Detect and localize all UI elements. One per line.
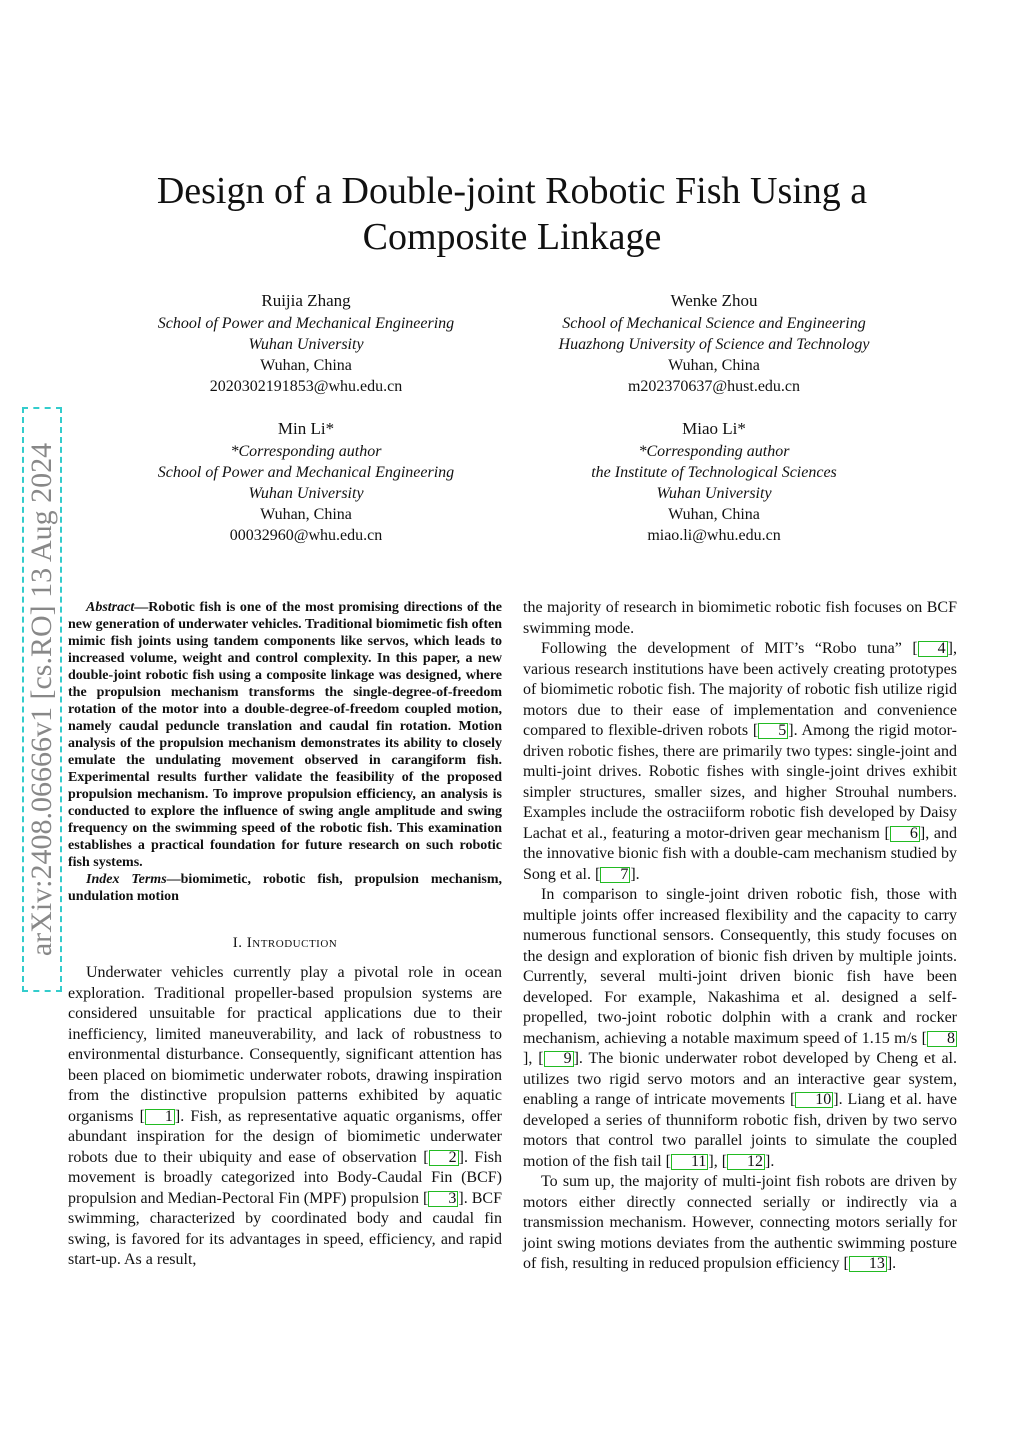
author-affiliation: Wuhan University <box>248 485 364 502</box>
author-name: Ruijia Zhang <box>261 291 351 310</box>
paper-title: Design of a Double-joint Robotic Fish Using a Composite Linkage <box>156 170 868 258</box>
section-heading: I. Introduction <box>232 935 338 951</box>
author-block-1 <box>86 289 526 397</box>
body-paragraph: Following the development of MIT’s “Robo tuna” [ 4 ], various research institutions have been actively creating prototypes of biomimetic robotic fish. The majority of robotic fish utilize rigid motors due to their ease of implementation and convenience compared to flexible-driven robots [ 5 ]. Among the rigid motor-driven robotic fishes, there are primarily two types: single-joint and multi-joint drives. Robotic fishes with single-joint drives exhibit simpler structures, smaller sizes, and higher Strouhal numbers. Examples include the ostraciiform robotic fish developed by Daisy Lachat et al., featuring a motor-driven gear mechanism [ 6 ], and the innovative bionic fish with a double-cam mechanism studied by Song et al. [ 7 ]. <box>523 640 958 883</box>
body-paragraph: In comparison to single-joint driven robotic fish, those with multiple joints offer increased flexibility and the capacity to carry numerous functional sensors. Consequently, this study focuses on the design and exploration of bionic fish driven by multiple joints. Currently, several multi-joint driven bionic fish have been developed. For example, Nakashima et al. designed a self-propelled, two-joint robotic dolphin with a crank and rocker mechanism, achieving a notable maximum speed of 1.15 m/s [ 8], [ 9 ]. The bionic underwater robot developed by Cheng et al. utilizes two rigid servo motors and an interactive gear system, enabling a range of intricate movements [ 10 ]. Liang et al. have developed a series of thunniform robotic fish, driven by two servo motors that control two parallel joints to simulate the coupled motion of the fish tail [ 11 ], [ 12 ]. <box>523 886 958 1170</box>
citation-link[interactable]: 2 <box>429 1150 459 1166</box>
author-city: Wuhan, China <box>260 506 352 523</box>
body-paragraph: the majority of research in biomimetic robotic fish focuses on BCF swimming mode. <box>523 599 957 637</box>
citation-link[interactable]: 3 <box>428 1191 458 1207</box>
author-name: Min Li* <box>277 419 335 438</box>
author-city: Wuhan, China <box>668 357 760 374</box>
author-city: Wuhan, China <box>260 357 352 374</box>
author-affiliation: School of Mechanical Science and Engineering <box>562 315 866 332</box>
author-email[interactable]: 00032960@whu.edu.cn <box>229 527 383 544</box>
index-terms-label: Index Terms <box>86 872 167 887</box>
author-affiliation: Wuhan University <box>248 336 364 353</box>
author-email[interactable]: 2020302191853@whu.edu.cn <box>209 378 403 395</box>
arxiv-identifier[interactable]: arXiv:2408.06666v1 [cs.RO] 13 Aug 2024 <box>22 407 62 992</box>
corresponding-note: *Corresponding author <box>230 443 382 460</box>
citation-link[interactable]: 4 <box>918 641 948 657</box>
citation-link[interactable]: 13 <box>849 1256 887 1272</box>
abstract <box>68 599 502 871</box>
citation-link[interactable]: 6 <box>890 826 920 842</box>
citation-link[interactable]: 12 <box>727 1154 765 1170</box>
citation-link[interactable]: 11 <box>671 1154 708 1170</box>
corresponding-note: *Corresponding author <box>638 443 790 460</box>
citation-link[interactable]: 10 <box>795 1092 833 1108</box>
author-affiliation: School of Power and Mechanical Engineering <box>157 464 455 481</box>
author-name: Wenke Zhou <box>670 291 758 310</box>
author-block-4 <box>494 417 934 546</box>
author-affiliation: the Institute of Technological Sciences <box>591 464 837 481</box>
citation-link[interactable]: 9 <box>544 1051 574 1067</box>
index-terms-text: —biomimetic, robotic fish, propulsion mechanism, undulation motion <box>68 872 502 904</box>
author-affiliation: Huazhong University of Science and Technology <box>558 336 870 353</box>
author-email[interactable]: miao.li@whu.edu.cn <box>647 527 781 544</box>
author-affiliation: School of Power and Mechanical Engineering <box>157 315 455 332</box>
index-terms <box>68 871 502 905</box>
abstract-label: Abstract <box>86 600 135 615</box>
author-city: Wuhan, China <box>668 506 760 523</box>
body-paragraph: To sum up, the majority of multi-joint fish robots are driven by motors either directly connected serially or indirectly via a transmission mechanism. However, connecting motors serially for joint swing motions deviates from the authentic swimming posture of fish, resulting in reduced propulsion efficiency [ 13 ]. <box>523 1173 957 1272</box>
author-block-2 <box>494 289 934 397</box>
right-column <box>523 598 957 1275</box>
body-paragraph: Underwater vehicles currently play a pivotal role in ocean exploration. Traditional propeller-based propulsion systems are considered unsuitable for practical applications due to their inefficiency, limited maneuverability, and lack of robustness to environmental disturbance. Consequently, significant attention has been placed on biomimetic underwater robots, drawing inspiration from the distinctive propulsion patterns exhibited by aquatic organisms [ 1 ]. Fish, as representative aquatic organisms, offer abundant inspiration for the design of biomimetic underwater robots due to their ubiquity and ease of observation [ 2 ]. Fish movement is broadly categorized into Body-Caudal Fin (BCF) propulsion and Median-Pectoral Fin (MPF) propulsion [ 3 ]. BCF swimming, characterized by coordinated body and caudal fin swing, is favored for its advantages in speed, efficiency, and rapid start-up. As a result, <box>68 964 503 1268</box>
left-column <box>68 599 502 1271</box>
abstract-text: —Robotic fish is one of the most promising directions of the new generation of underwater vehicles. Traditional biomimetic fish often mimic fish joints using tandem components like servos, which leads to increased volume, weight and control complexity. In this paper, a new double-joint robotic fish using a composite linkage was designed, where the propulsion mechanism transforms the single-degree-of-freedom rotation of the motor into a double-degree-of-freedom coupled motion, namely caudal peduncle translation and caudal fin rotation. Motion analysis of the propulsion mechanism demonstrates its ability to closely emulate the undulating movement observed in carangiform fish. Experimental results further validate the feasibility of the proposed propulsion mechanism. To improve propulsion efficiency, an analysis is conducted to explore the influence of swing angle amplitude and swing frequency on the swimming speed of the robotic fish. This examination establishes a practical foundation for future research on such robotic fish systems. <box>68 600 502 870</box>
author-affiliation: Wuhan University <box>656 485 772 502</box>
citation-link[interactable]: 5 <box>758 723 788 739</box>
citation-link[interactable]: 7 <box>600 867 630 883</box>
citation-link[interactable]: 8 <box>927 1031 957 1047</box>
citation-link[interactable]: 1 <box>145 1109 175 1125</box>
author-email[interactable]: m202370637@hust.edu.cn <box>627 378 801 395</box>
author-name: Miao Li* <box>682 419 746 438</box>
author-block-3 <box>86 417 526 546</box>
